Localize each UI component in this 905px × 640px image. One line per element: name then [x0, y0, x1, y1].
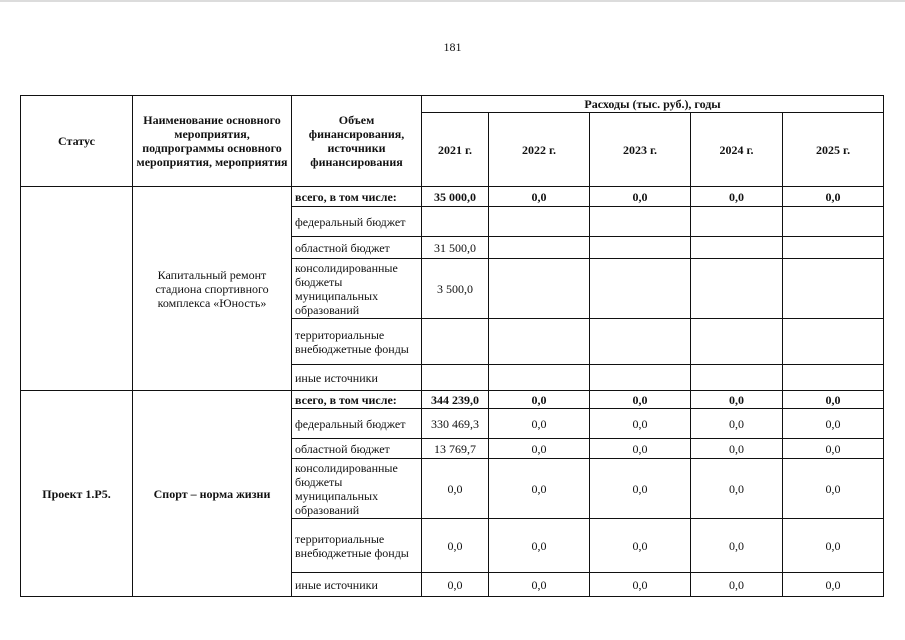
value-cell-year-2023: 0,0	[590, 573, 691, 597]
value-cell-year-2022: 0,0	[489, 519, 590, 573]
activity-name-cell: Капитальный ремонт стадиона спортивного комплекса «Юность»	[133, 187, 292, 391]
value-cell-year-2024: 0,0	[691, 391, 783, 409]
header-year-2021: 2021 г.	[422, 113, 489, 187]
value-cell-year-2021: 35 000,0	[422, 187, 489, 207]
value-cell-year-2024: 0,0	[691, 187, 783, 207]
scan-edge-line	[0, 0, 905, 2]
header-year-2022: 2022 г.	[489, 113, 590, 187]
value-cell-year-2022: 0,0	[489, 409, 590, 439]
value-cell-year-2023	[590, 259, 691, 319]
funding-source-cell: консолидированные бюджеты муниципальных образований	[292, 259, 422, 319]
value-cell-year-2022	[489, 259, 590, 319]
value-cell-year-2021	[422, 319, 489, 365]
value-cell-year-2022: 0,0	[489, 439, 590, 459]
value-cell-year-2024: 0,0	[691, 439, 783, 459]
header-year-2025: 2025 г.	[783, 113, 884, 187]
value-cell-year-2024: 0,0	[691, 459, 783, 519]
value-cell-year-2025	[783, 319, 884, 365]
funding-source-cell: территориальные внебюджетные фонды	[292, 519, 422, 573]
table-row	[21, 187, 884, 207]
funding-source-cell: всего, в том числе:	[292, 187, 422, 207]
value-cell-year-2021: 3 500,0	[422, 259, 489, 319]
header-year-2024: 2024 г.	[691, 113, 783, 187]
value-cell-year-2024	[691, 319, 783, 365]
funding-source-cell: всего, в том числе:	[292, 391, 422, 409]
value-cell-year-2022	[489, 319, 590, 365]
value-cell-year-2023: 0,0	[590, 439, 691, 459]
value-cell-year-2025	[783, 259, 884, 319]
table-body	[21, 187, 884, 597]
funding-source-cell: областной бюджет	[292, 237, 422, 259]
value-cell-year-2024: 0,0	[691, 409, 783, 439]
value-cell-year-2023	[590, 365, 691, 391]
value-cell-year-2021: 330 469,3	[422, 409, 489, 439]
value-cell-year-2025	[783, 365, 884, 391]
header-name: Наименование основного мероприятия, подпрограммы основного мероприятия, мероприятия	[133, 96, 292, 187]
value-cell-year-2021: 31 500,0	[422, 237, 489, 259]
value-cell-year-2025: 0,0	[783, 391, 884, 409]
value-cell-year-2025: 0,0	[783, 409, 884, 439]
value-cell-year-2022	[489, 237, 590, 259]
status-cell	[21, 187, 133, 391]
funding-source-cell: консолидированные бюджеты муниципальных образований	[292, 459, 422, 519]
value-cell-year-2023	[590, 237, 691, 259]
value-cell-year-2021: 0,0	[422, 519, 489, 573]
value-cell-year-2024: 0,0	[691, 573, 783, 597]
header-source: Объем финансирования, источники финансирования	[292, 96, 422, 187]
funding-source-cell: иные источники	[292, 573, 422, 597]
value-cell-year-2024	[691, 365, 783, 391]
value-cell-year-2021: 13 769,7	[422, 439, 489, 459]
value-cell-year-2023	[590, 207, 691, 237]
value-cell-year-2022: 0,0	[489, 187, 590, 207]
value-cell-year-2024	[691, 259, 783, 319]
status-cell: Проект 1.Р5.	[21, 391, 133, 597]
value-cell-year-2022: 0,0	[489, 459, 590, 519]
funding-source-cell: областной бюджет	[292, 439, 422, 459]
value-cell-year-2021: 0,0	[422, 573, 489, 597]
value-cell-year-2021	[422, 207, 489, 237]
value-cell-year-2022	[489, 207, 590, 237]
header-status: Статус	[21, 96, 133, 187]
funding-source-cell: федеральный бюджет	[292, 409, 422, 439]
funding-source-cell: федеральный бюджет	[292, 207, 422, 237]
value-cell-year-2024	[691, 207, 783, 237]
value-cell-year-2023: 0,0	[590, 391, 691, 409]
funding-source-cell: иные источники	[292, 365, 422, 391]
value-cell-year-2023: 0,0	[590, 409, 691, 439]
value-cell-year-2023	[590, 319, 691, 365]
funding-source-cell: территориальные внебюджетные фонды	[292, 319, 422, 365]
activity-name-cell: Спорт – норма жизни	[133, 391, 292, 597]
value-cell-year-2025: 0,0	[783, 439, 884, 459]
table-row	[21, 391, 884, 409]
value-cell-year-2024	[691, 237, 783, 259]
value-cell-year-2023: 0,0	[590, 187, 691, 207]
value-cell-year-2025	[783, 207, 884, 237]
value-cell-year-2022: 0,0	[489, 391, 590, 409]
header-expenses: Расходы (тыс. руб.), годы	[422, 96, 884, 113]
value-cell-year-2025: 0,0	[783, 187, 884, 207]
value-cell-year-2023: 0,0	[590, 459, 691, 519]
value-cell-year-2025: 0,0	[783, 459, 884, 519]
value-cell-year-2023: 0,0	[590, 519, 691, 573]
value-cell-year-2021: 0,0	[422, 459, 489, 519]
header-year-2023: 2023 г.	[590, 113, 691, 187]
value-cell-year-2025: 0,0	[783, 519, 884, 573]
value-cell-year-2021: 344 239,0	[422, 391, 489, 409]
value-cell-year-2021	[422, 365, 489, 391]
value-cell-year-2022	[489, 365, 590, 391]
value-cell-year-2025: 0,0	[783, 573, 884, 597]
value-cell-year-2025	[783, 237, 884, 259]
budget-table	[20, 95, 884, 597]
page-number: 181	[443, 40, 462, 54]
value-cell-year-2022: 0,0	[489, 573, 590, 597]
value-cell-year-2024: 0,0	[691, 519, 783, 573]
